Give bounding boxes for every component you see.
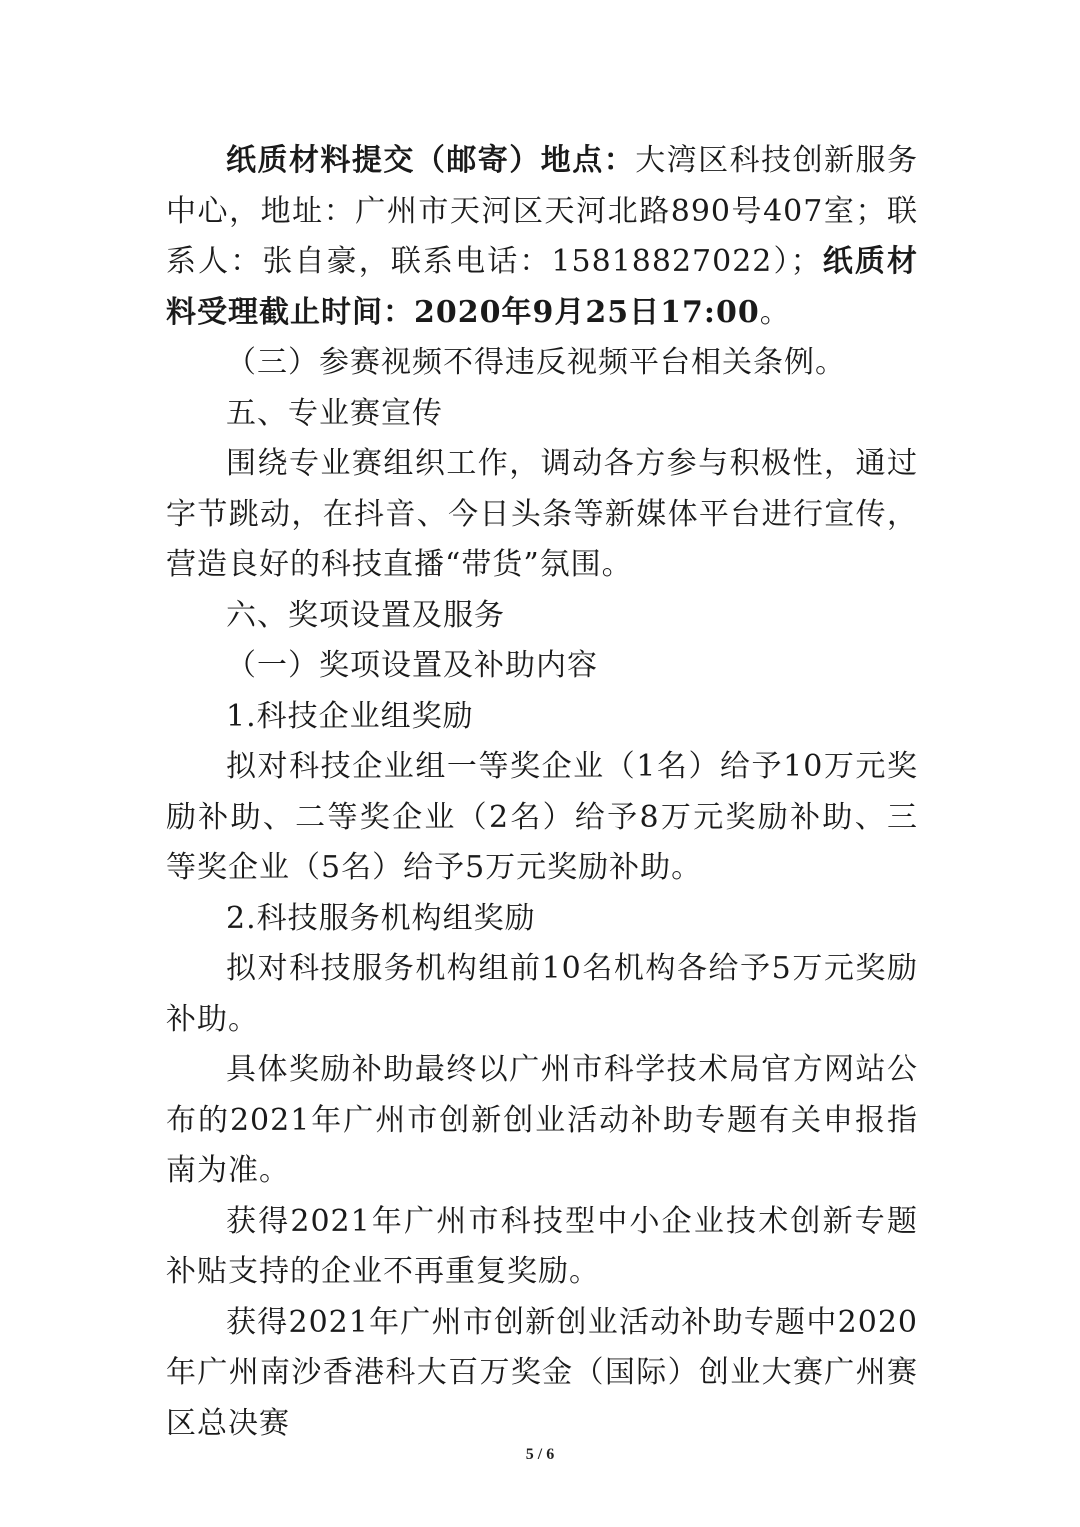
paragraph: [166, 894, 918, 945]
text-run: 大湾区科技创新服务中心，地址：广州市天河区天河北路890号407室；联系人：张自豪，联系电话：15818827022）；: [166, 143, 919, 279]
text-run: 获得2021年广州市科技型中小企业技术创新专题补贴支持的企业不再重复奖励。: [166, 1203, 918, 1289]
paragraph: [166, 944, 918, 1045]
document-body: [166, 136, 918, 1449]
text-run: 。: [759, 294, 791, 330]
text-run: 围绕专业赛组织工作，调动各方参与积极性，通过字节跳动，在抖音、今日头条等新媒体平台进行宣传，营造良好的科技直播“带货”氛围。: [166, 446, 918, 582]
text-run: 获得2021年广州市创新创业活动补助专题中2020年广州南沙香港科大百万奖金（国际）创业大赛广州赛区总决赛: [166, 1304, 918, 1441]
bold-text-run: 纸质材料提交（邮寄）地点：: [226, 143, 636, 178]
paragraph: [166, 439, 918, 591]
text-run: 拟对科技服务机构组前10名机构各给予5万元奖励补助。: [166, 951, 918, 1037]
paragraph: [166, 692, 918, 743]
text-run: 六、奖项设置及服务: [226, 597, 505, 633]
paragraph: [166, 641, 918, 692]
paragraph: [166, 591, 918, 642]
text-run: 五、专业赛宣传: [226, 395, 443, 431]
paragraph: [166, 1197, 918, 1298]
text-run: （一）奖项设置及补助内容: [226, 648, 598, 683]
paragraph: [166, 742, 918, 894]
text-run: 2.科技服务机构组奖励: [226, 900, 536, 936]
text-run: 1.科技企业组奖励: [226, 698, 474, 734]
page-number: 5 / 6: [525, 1446, 555, 1463]
paragraph: [166, 1045, 918, 1197]
text-run: 具体奖励补助最终以广州市科学技术局官方网站公布的2021年广州市创新创业活动补助专题有关申报指南为准。: [166, 1052, 918, 1188]
paragraph: [166, 136, 918, 338]
bold-text-run: 纸质材料受理截止时间：2020年9月25日17:00: [166, 244, 918, 330]
paragraph: [166, 389, 918, 440]
text-run: 拟对科技企业组一等奖企业（1名）给予10万元奖励补助、二等奖企业（2名）给予8万元奖励补助、三等奖企业（5名）给予5万元奖励补助。: [166, 749, 918, 885]
paragraph: [166, 1298, 918, 1450]
text-run: （三）参赛视频不得违反视频平台相关条例。: [226, 345, 846, 380]
paragraph: [166, 338, 918, 389]
